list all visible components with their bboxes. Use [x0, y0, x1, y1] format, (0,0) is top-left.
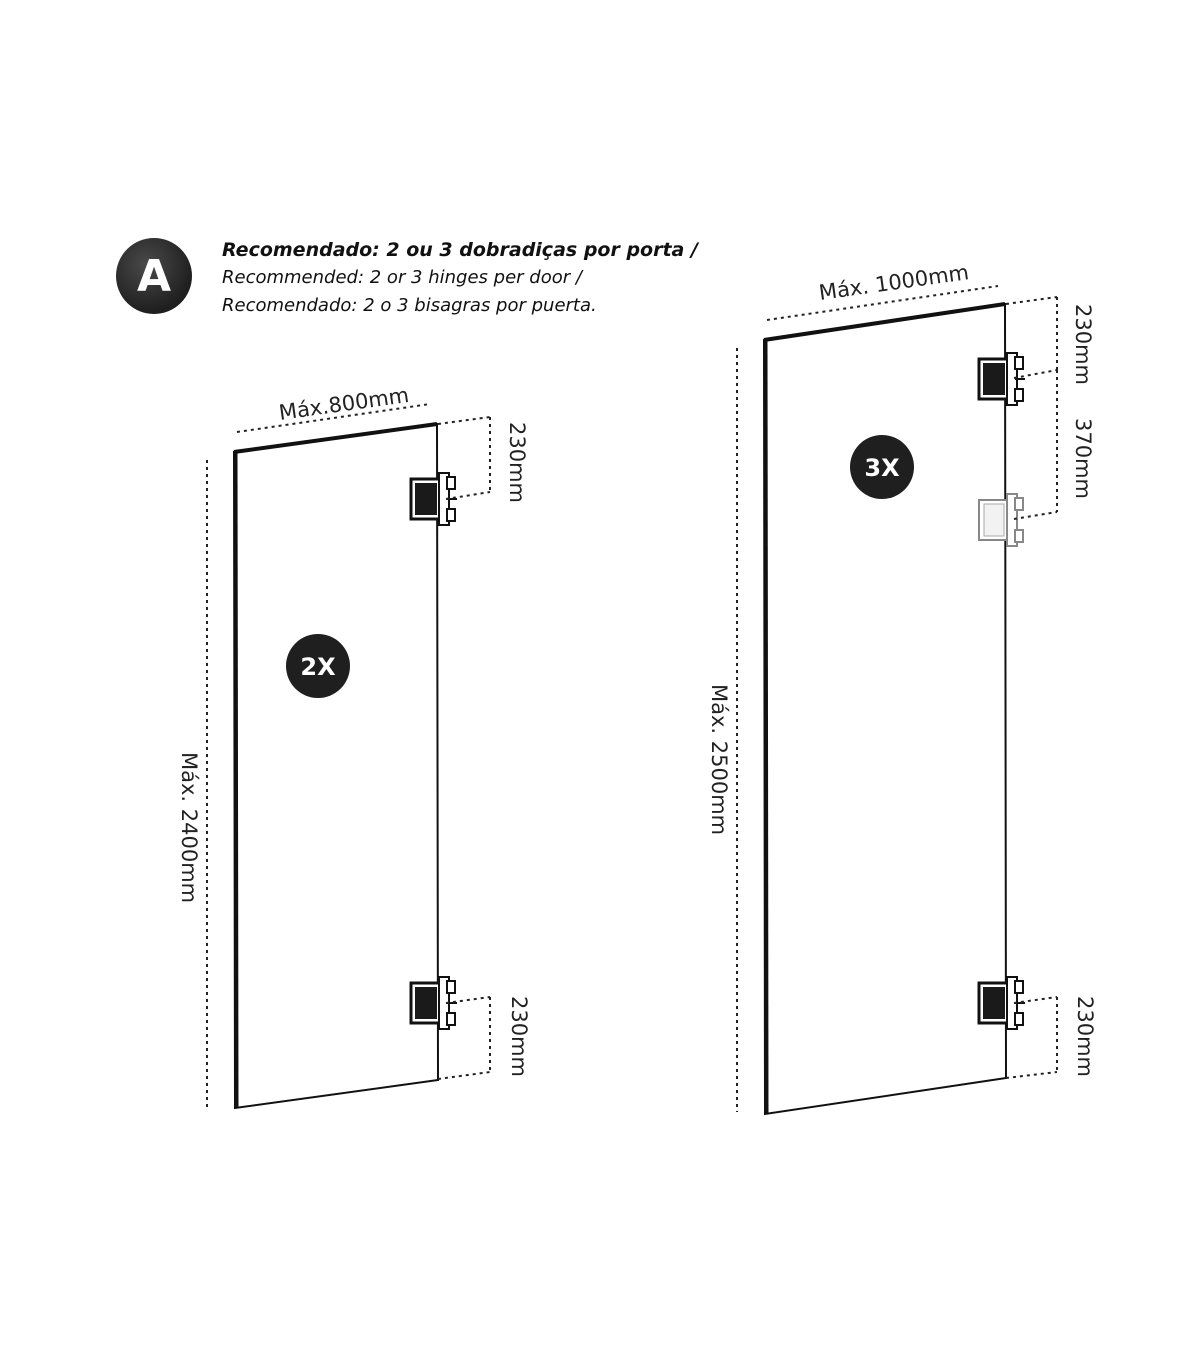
door-left-hinge-top — [411, 473, 457, 525]
door-right — [707, 260, 1097, 1114]
door-right-count-label: 3X — [864, 454, 900, 482]
door-right-hinge-top — [979, 353, 1025, 405]
door-left-panel — [234, 424, 438, 1108]
door-right-width-label: Máx. 1000mm — [817, 260, 971, 305]
door-right-hinge-middle — [979, 494, 1023, 546]
door-right-panel — [764, 304, 1006, 1114]
door-right-middle-offset-label: 370mm — [1071, 418, 1095, 499]
door-right-top-offset-label: 230mm — [1071, 304, 1095, 385]
door-left-hinge-bottom — [411, 977, 457, 1029]
door-right-hinge-bottom — [979, 977, 1025, 1029]
section-badge: A — [116, 238, 192, 314]
door-left-height-label: Máx. 2400mm — [177, 752, 201, 904]
caption-english: Recommended: 2 or 3 hinges per door / — [222, 267, 582, 288]
door-right-bottom-offset-label: 230mm — [1073, 996, 1097, 1077]
door-left-top-offset-label: 230mm — [505, 422, 529, 503]
caption-portuguese: Recomendado: 2 ou 3 dobradiças por porta / — [222, 239, 698, 261]
door-left — [177, 383, 531, 1110]
caption-spanish: Recomendado: 2 o 3 bisagras por puerta. — [222, 295, 597, 316]
door-left-count-label: 2X — [300, 653, 336, 681]
door-left-bottom-offset-label: 230mm — [507, 996, 531, 1077]
door-right-height-label: Máx. 2500mm — [707, 684, 731, 836]
door-left-width-label: Máx.800mm — [277, 382, 411, 425]
